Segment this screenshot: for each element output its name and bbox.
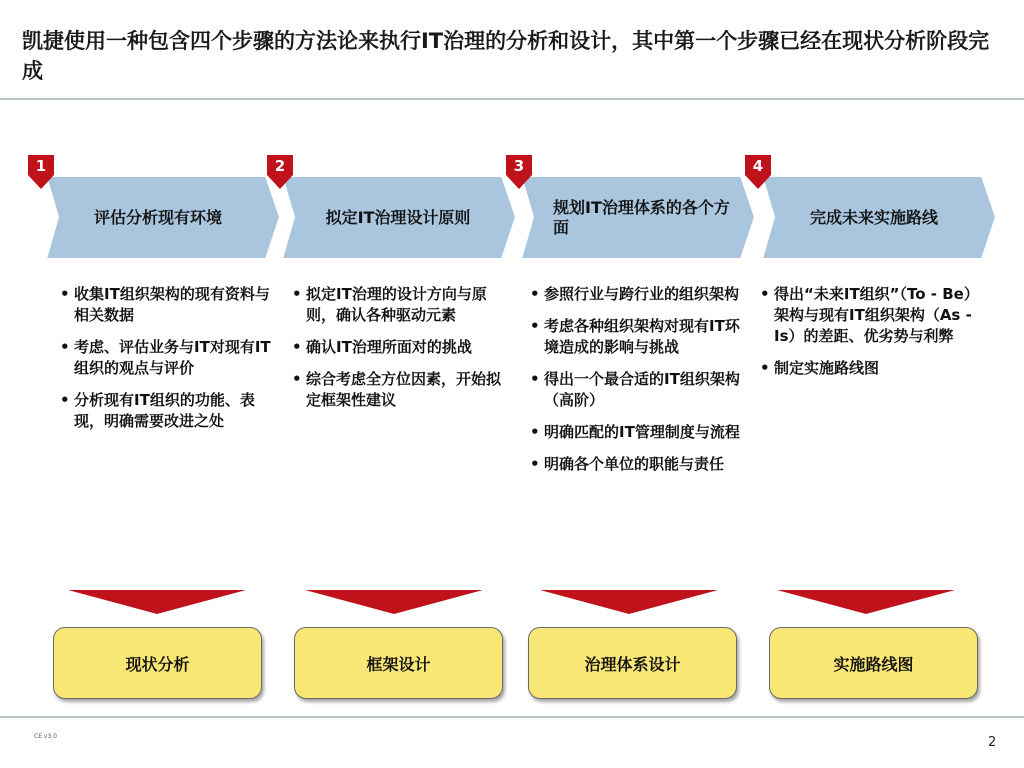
outcome-box-1: 现状分析 [53, 627, 262, 699]
down-arrow-icon [68, 590, 246, 616]
chevron-label: 评估分析现有环境 [93, 207, 222, 227]
outcome-box-4: 实施路线图 [769, 627, 978, 699]
step-badge-4 [745, 155, 771, 189]
step-badge-3 [506, 155, 532, 189]
bottom-divider [0, 716, 1024, 718]
chevron-label: 规划IT治理体系的各个方面 [553, 197, 730, 237]
slide-title: 凯捷使用一种包含四个步骤的方法论来执行IT治理的分析和设计，其中第一个步骤已经在现状分析阶段完成 [22, 29, 990, 83]
step-4-bullets [760, 284, 988, 390]
bullet-item: • 分析现有IT组织的功能、表现，明确需要改进之处 [60, 390, 280, 432]
step-number: 1 [35, 157, 47, 175]
step-number: 3 [513, 157, 525, 175]
bullet-item: • 参照行业与跨行业的组织架构 [530, 284, 745, 305]
step-number: 4 [752, 157, 764, 175]
bullet-item: • 收集IT组织架构的现有资料与相关数据 [60, 284, 280, 326]
step-1-bullets [60, 284, 280, 443]
down-arrow-icon [777, 590, 955, 616]
outcome-box-3: 治理体系设计 [528, 627, 737, 699]
outcome-box-2: 框架设计 [294, 627, 503, 699]
chevron-label: 完成未来实施路线 [809, 207, 938, 227]
bullet-item: • 考虑各种组织架构对现有IT环境造成的影响与挑战 [530, 316, 745, 358]
bullet-item: • 得出一个最合适的IT组织架构（高阶） [530, 369, 745, 411]
page-number: 2 [988, 735, 997, 750]
step-3-bullets [530, 284, 745, 486]
bullet-item: • 明确匹配的IT管理制度与流程 [530, 422, 745, 443]
bullet-item: • 得出“未来IT组织”（To - Be）架构与现有IT组织架构（As - Is）的差距、优劣势与利弊 [760, 284, 988, 347]
step-2-bullets [292, 284, 512, 422]
down-arrow-icon [540, 590, 718, 616]
top-divider [0, 98, 1024, 100]
bullet-item: • 综合考虑全方位因素，开始拟定框架性建议 [292, 369, 512, 411]
bullet-item: • 确认IT治理所面对的挑战 [292, 337, 512, 358]
down-arrow-icon [305, 590, 483, 616]
chevron-label: 拟定IT治理设计原则 [325, 207, 471, 227]
bullet-item: • 考虑、评估业务与IT对现有IT组织的观点与评价 [60, 337, 280, 379]
bullet-item: • 制定实施路线图 [760, 358, 988, 379]
step-number: 2 [274, 157, 286, 175]
bullet-item: • 拟定IT治理的设计方向与原则，确认各种驱动元素 [292, 284, 512, 326]
step-badge-2 [267, 155, 293, 189]
version-label: CE v3.0 [34, 733, 57, 740]
step-badge-1 [28, 155, 54, 189]
bullet-item: • 明确各个单位的职能与责任 [530, 454, 745, 475]
